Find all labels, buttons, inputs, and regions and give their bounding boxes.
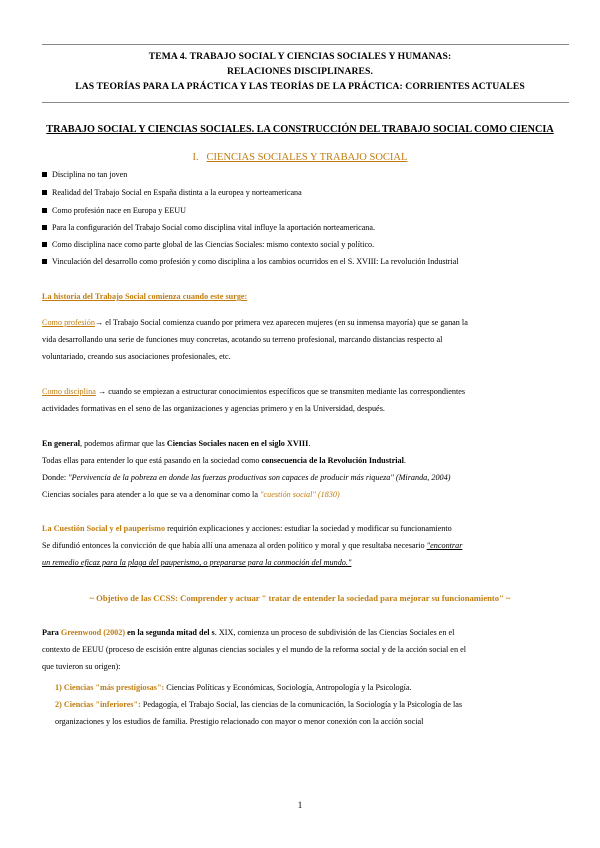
profesion-line-3: voluntariado, creando sus asociaciones profesionales, etc. <box>42 352 231 361</box>
subsection-heading <box>0 152 600 163</box>
disciplina-line-2: actividades formativas en el seno de las organizaciones y agencias primero y en la Universidad, después. <box>42 404 385 413</box>
square-bullet-icon <box>42 208 47 213</box>
cuestion-line-2: Se difundió entonces la convicción de que había allí una amenaza al orden político y moral y que resultaba necesario "encontrar <box>42 541 463 550</box>
page-number: 1 <box>297 800 303 810</box>
greenwood-line-2: contexto de EEUU (proceso de escisión entre algunas ciencias sociales y el mundo de la reforma social y de la acción social en el <box>42 645 466 654</box>
cuestion-line-1: La Cuestión Social y el pauperismo requirión explicaciones y acciones: estudiar la sociedad y modificar su funcionamiento <box>42 524 452 533</box>
bullet-item: Realidad del Trabajo Social en España distinta a la europea y norteamericana <box>42 188 302 197</box>
subsection-number: I. <box>192 152 199 163</box>
bullet-item: Vinculación del desarrollo como profesión y como disciplina a los cambios ocurridos en el S. XVIII: La revolución Industrial <box>42 257 459 266</box>
disciplina-label: Como disciplina <box>42 387 96 396</box>
objetivo-callout: ~ Objetivo de las CCSS: Comprender y actuar " tratar de entender la sociedad para mejorar su funcionamiento" ~ <box>89 593 511 603</box>
list-item: 1) Ciencias "más prestigiosas": Ciencias Políticas y Económicas, Sociología, Antropología y la Psicología. <box>55 683 412 692</box>
bullet-item: Como disciplina nace como parte global de las Ciencias Sociales: mismo contexto social y político. <box>42 240 374 249</box>
subsection-title: CIENCIAS SOCIALES Y TRABAJO SOCIAL <box>206 152 408 163</box>
general-line-4: Ciencias sociales para atender a lo que se va a denominar como la "cuestión social" (1830) <box>42 490 340 499</box>
greenwood-line-1: Para Greenwood (2002) en la segunda mitad del s. XIX, comienza un proceso de subdivisión de las Ciencias Sociales en el <box>42 628 455 637</box>
cuestion-line-3: un remedio eficaz para la plaga del pauperismo, o prepararse para la conmoción del mundo." <box>42 558 352 567</box>
header-line-1: TEMA 4. TRABAJO SOCIAL Y CIENCIAS SOCIALES Y HUMANAS: <box>148 51 452 62</box>
header-bottom-rule <box>42 102 569 103</box>
square-bullet-icon <box>42 259 47 264</box>
header-line-2: RELACIONES DISCIPLINARES. <box>227 66 373 77</box>
square-bullet-icon <box>42 172 47 177</box>
profesion-label: Como profesión <box>42 318 95 327</box>
historia-heading: La historia del Trabajo Social comienza cuando este surge: <box>42 292 248 301</box>
bullet-item: Disciplina no tan joven <box>42 170 127 179</box>
greenwood-line-3: que tuvieron su origen): <box>42 662 121 671</box>
header-line-3: LAS TEORÍAS PARA LA PRÁCTICA Y LAS TEORÍAS DE LA PRÁCTICA: CORRIENTES ACTUALES <box>75 81 525 92</box>
top-rule <box>42 44 569 45</box>
arrow-icon: → <box>95 318 104 327</box>
square-bullet-icon <box>42 190 47 195</box>
bullet-item: Para la configuración del Trabajo Social como disciplina vital influye la aportación norteamericana. <box>42 223 375 232</box>
profesion-line-1: Como profesión→ el Trabajo Social comienza cuando por primera vez aparecen mujeres (en su inmensa mayoría) que se ganan la <box>42 318 468 327</box>
disciplina-line-1: Como disciplina → cuando se empiezan a estructurar conocimientos específicos que se transmiten mediante las correspondientes <box>42 387 466 396</box>
general-line-3: Donde: "Pervivencia de la pobreza en donde las fuerzas productivas son capaces de producir más riqueza" (Miranda, 2004) <box>42 473 451 482</box>
profesion-line-2: vida desarrollando una serie de funciones muy concretas, acotando su terreno profesional, marcando distancias respecto al <box>42 335 443 344</box>
list-item: 2) Ciencias "inferiores": Pedagogía, el Trabajo Social, las ciencias de la comunicación, la Sociología y la Psicología de las <box>55 700 463 709</box>
square-bullet-icon <box>42 225 47 230</box>
list-item-continuation: organizaciones y los estudios de familia. Prestigio relacionado con mayor o menor conexión con la acción social <box>55 717 424 726</box>
square-bullet-icon <box>42 242 47 247</box>
section-title: TRABAJO SOCIAL Y CIENCIAS SOCIALES. LA CONSTRUCCIÓN DEL TRABAJO SOCIAL COMO CIENCIA <box>46 124 554 135</box>
general-line-1: En general, podemos afirmar que las Ciencias Sociales nacen en el siglo XVIII. <box>42 439 311 448</box>
general-line-2: Todas ellas para entender lo que está pasando en la sociedad como consecuencia de la Revolución Industrial. <box>42 456 406 465</box>
arrow-icon: → <box>95 387 107 396</box>
bullet-item: Como profesión nace en Europa y EEUU <box>42 206 186 215</box>
